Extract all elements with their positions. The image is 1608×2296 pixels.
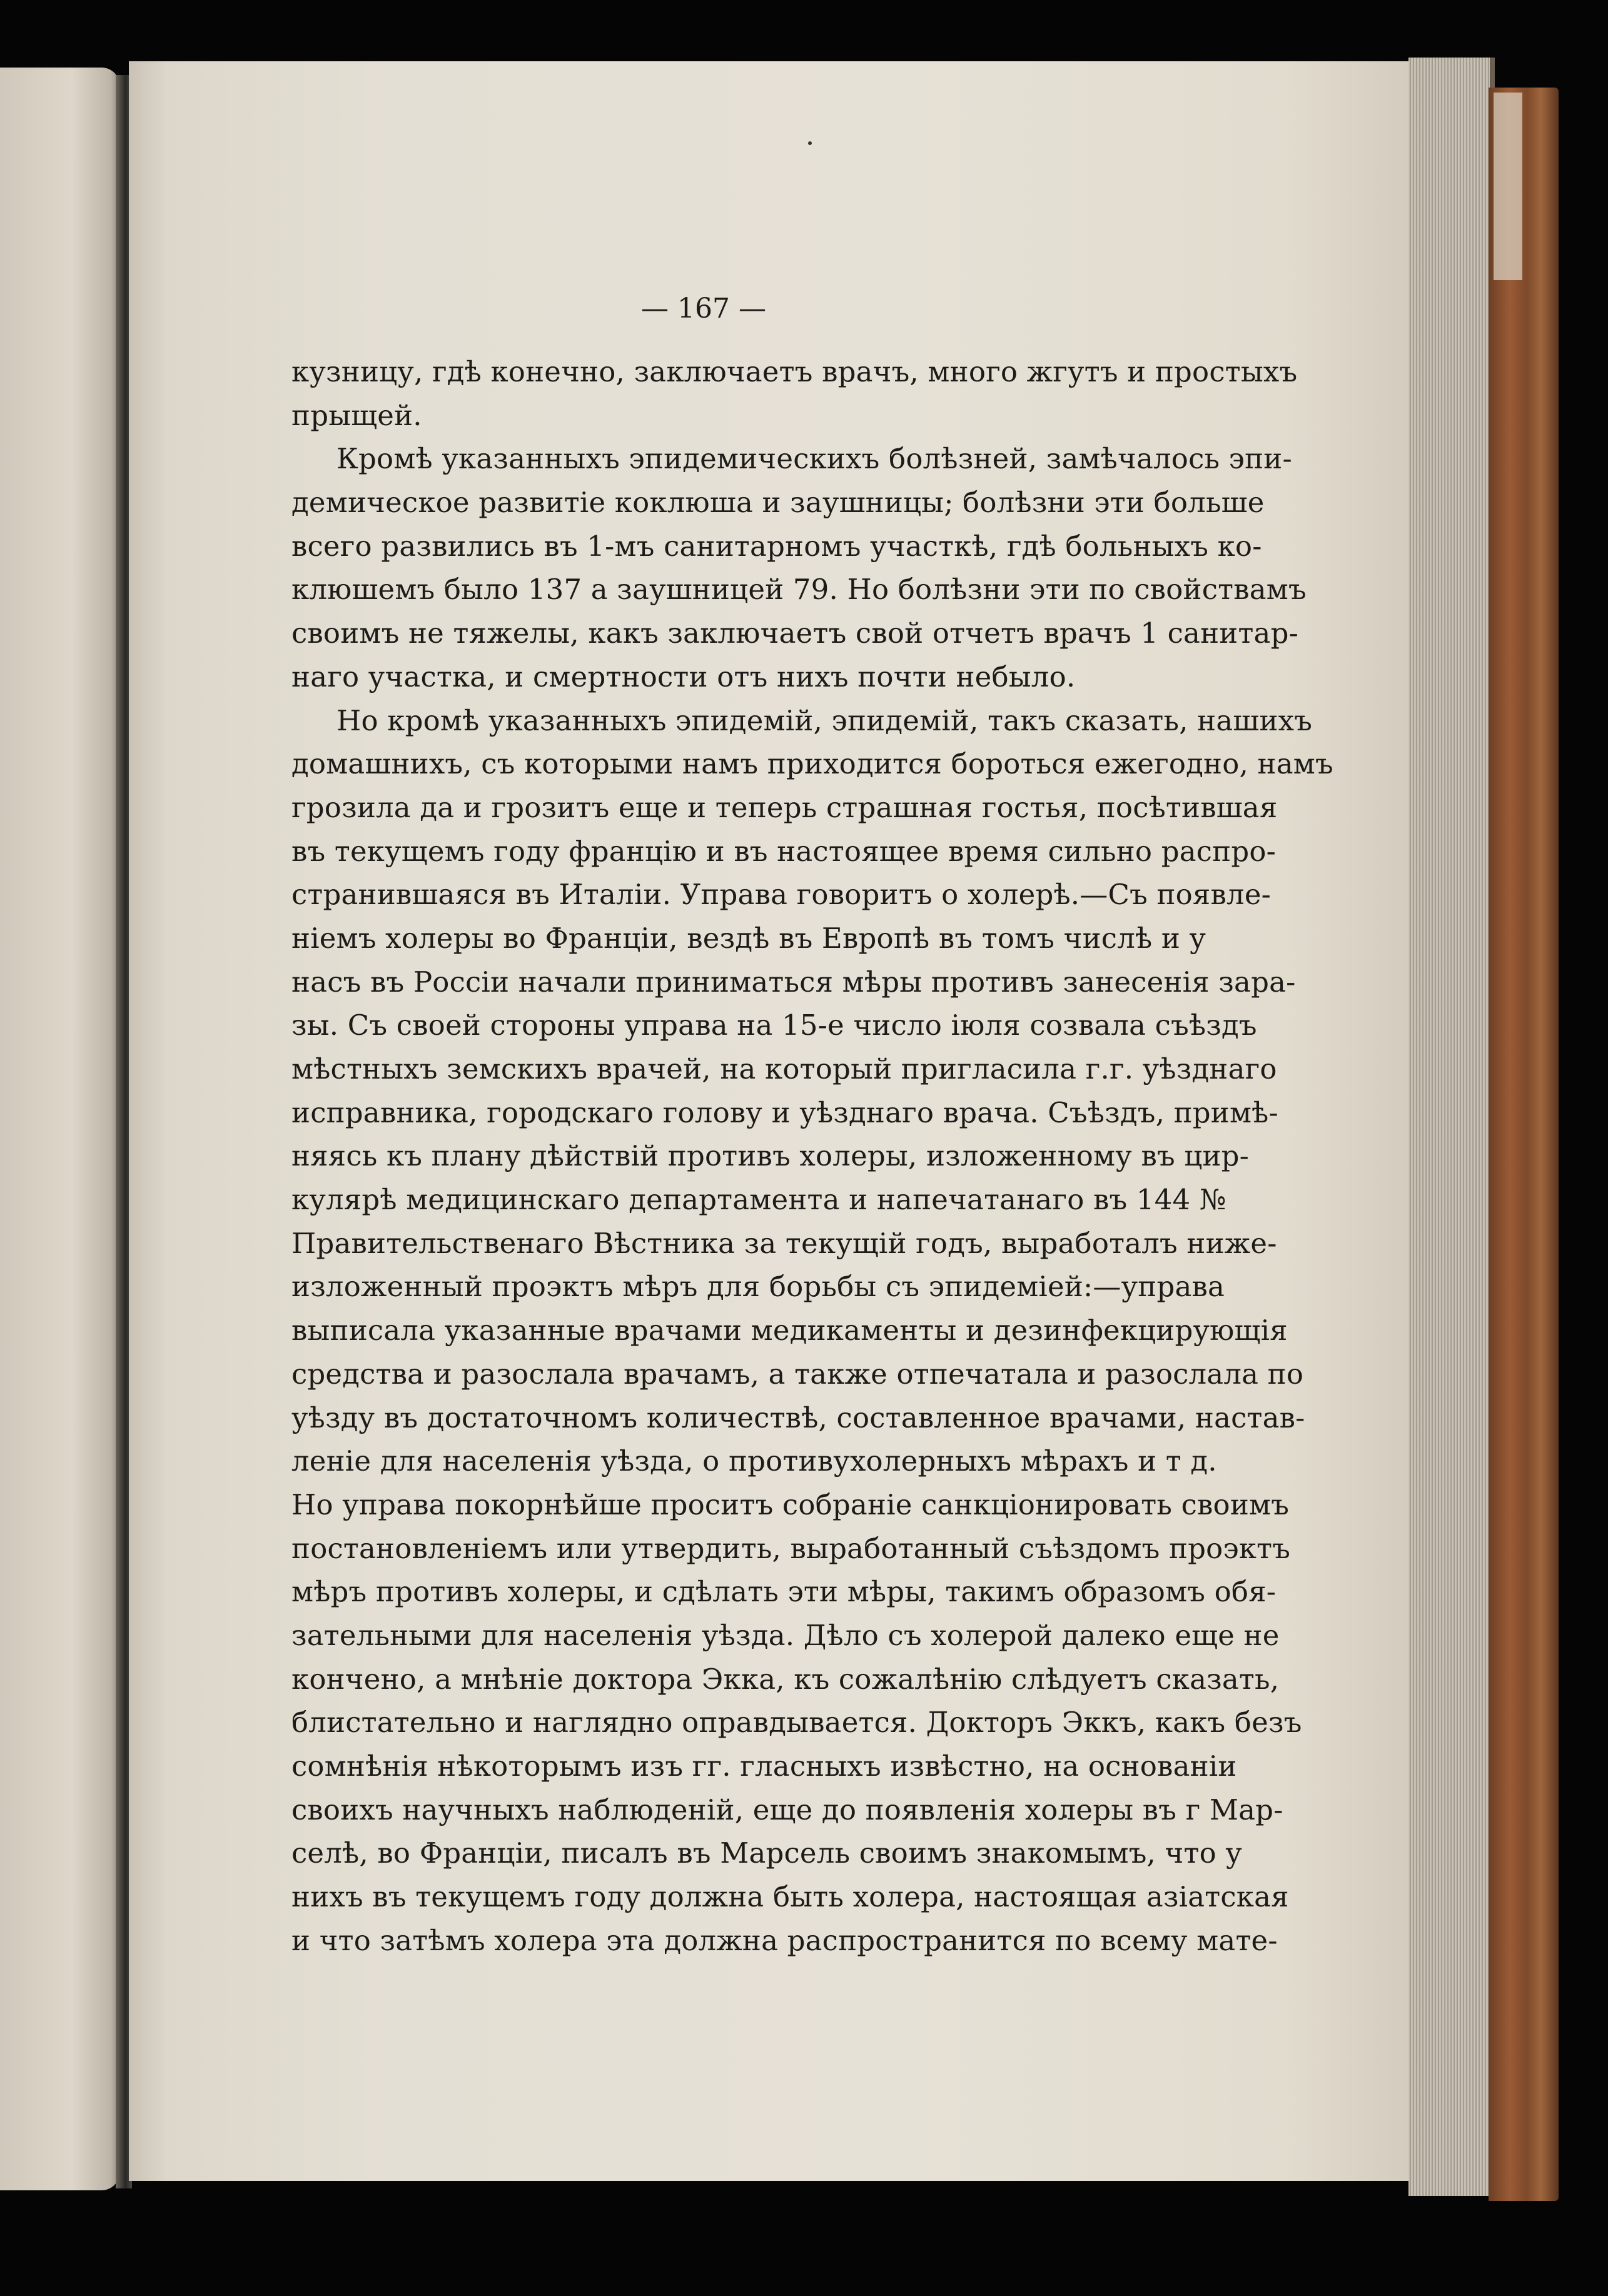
text-line: выписала указанные врачами медикаменты и дезинфекцирующія (291, 1314, 1288, 1347)
ink-speck (808, 141, 812, 145)
facing-left-page (0, 68, 120, 2190)
text-line: домашнихъ, съ которыми намъ приходится бороться ежегодно, намъ (291, 747, 1333, 781)
text-line: странившаяся въ Италіи. Управа говоритъ о холерѣ.—Съ появле- (291, 878, 1272, 912)
text-line: постановленіемъ или утвердить, выработанный съѣздомъ проэктъ (291, 1531, 1291, 1565)
text-line: мѣръ противъ холеры, и сдѣлать эти мѣры, такимъ образомъ обя- (291, 1575, 1277, 1609)
cover-label (1494, 93, 1522, 280)
text-line: селѣ, во Франціи, писалъ въ Марсель своимъ знакомымъ, что у (291, 1836, 1243, 1870)
text-line: наго участка, и смертности отъ нихъ почти небыло. (291, 660, 1076, 693)
text-line: средства и разослала врачамъ, а также отпечатала и разослала по (291, 1357, 1304, 1391)
text-line: Но кромѣ указанныхъ эпидемій, эпидемій, такъ сказать, нашихъ (336, 703, 1313, 737)
text-line: блистательно и наглядно оправдывается. Докторъ Эккъ, какъ безъ (291, 1706, 1302, 1740)
text-line: своимъ не тяжелы, какъ заключаетъ свой отчетъ врачъ 1 санитар- (291, 617, 1298, 650)
text-line: Кромѣ указанныхъ эпидемическихъ болѣзней, замѣчалось эпи- (336, 442, 1292, 476)
page-edges (1408, 58, 1495, 2196)
text-line: клюшемъ было 137 а заушницей 79. Но болѣзни эти по свойствамъ (291, 573, 1307, 607)
text-line: мѣстныхъ земскихъ врачей, на который пригласила г.г. уѣзднаго (291, 1052, 1277, 1085)
book-cover (1489, 88, 1559, 2201)
text-line: исправника, городскаго голову и уѣзднаго врача. Съѣздъ, примѣ- (291, 1095, 1278, 1129)
text-line: демическое развитіе коклюша и заушницы; болѣзни эти больше (291, 486, 1265, 520)
text-line: зы. Съ своей стороны управа на 15-е число іюля созвала съѣздъ (291, 1009, 1257, 1042)
text-line: въ текущемъ году францію и въ настоящее время сильно распро- (291, 834, 1277, 868)
text-line: кулярѣ медицинскаго департамента и напечатанаго въ 144 № (291, 1183, 1226, 1217)
text-line: ніемъ холеры во Франціи, вездѣ въ Европѣ въ томъ числѣ и у (291, 921, 1206, 955)
text-line: леніе для населенія уѣзда, о противухолерныхъ мѣрахъ и т д. (291, 1444, 1217, 1478)
text-line: кончено, а мнѣніе доктора Экка, къ сожалѣнію слѣдуетъ сказать, (291, 1662, 1280, 1696)
text-line: уѣзду въ достаточномъ количествѣ, составленное врачами, настав- (291, 1401, 1305, 1434)
page-number: — 167 — (641, 293, 766, 325)
text-line: нихъ въ текущемъ году должна быть холера, настоящая азіатская (291, 1880, 1289, 1914)
text-line: прыщей. (291, 398, 422, 432)
text-line: изложенный проэктъ мѣръ для борьбы съ эпидеміей:—управа (291, 1270, 1225, 1304)
text-line: грозила да и грозитъ еще и теперь страшная гостья, посѣтившая (291, 790, 1278, 824)
text-line: кузницу, гдѣ конечно, заключаетъ врачъ, много жгутъ и простыхъ (291, 355, 1298, 388)
text-line: зательными для населенія уѣзда. Дѣло съ холерой далеко еще не (291, 1618, 1280, 1652)
text-line: всего развились въ 1-мъ санитарномъ участкѣ, гдѣ больныхъ ко- (291, 529, 1262, 563)
text-line: Но управа покорнѣйше проситъ собраніе санкціонировать своимъ (291, 1488, 1290, 1521)
text-line: своихъ научныхъ наблюденій, еще до появленія холеры въ г Мар- (291, 1793, 1283, 1826)
text-line: и что затѣмъ холера эта должна распространится по всему мате- (291, 1923, 1278, 1957)
text-line: насъ въ Россіи начали приниматься мѣры противъ занесенія зара- (291, 965, 1296, 999)
text-line: сомнѣнія нѣкоторымъ изъ гг. гласныхъ извѣстно, на основаніи (291, 1750, 1237, 1783)
text-line: Правительственаго Вѣстника за текущій годъ, выработалъ ниже- (291, 1226, 1277, 1260)
text-line: няясь къ плану дѣйствій противъ холеры, изложенному въ цир- (291, 1139, 1250, 1173)
body-text (291, 350, 1333, 1962)
